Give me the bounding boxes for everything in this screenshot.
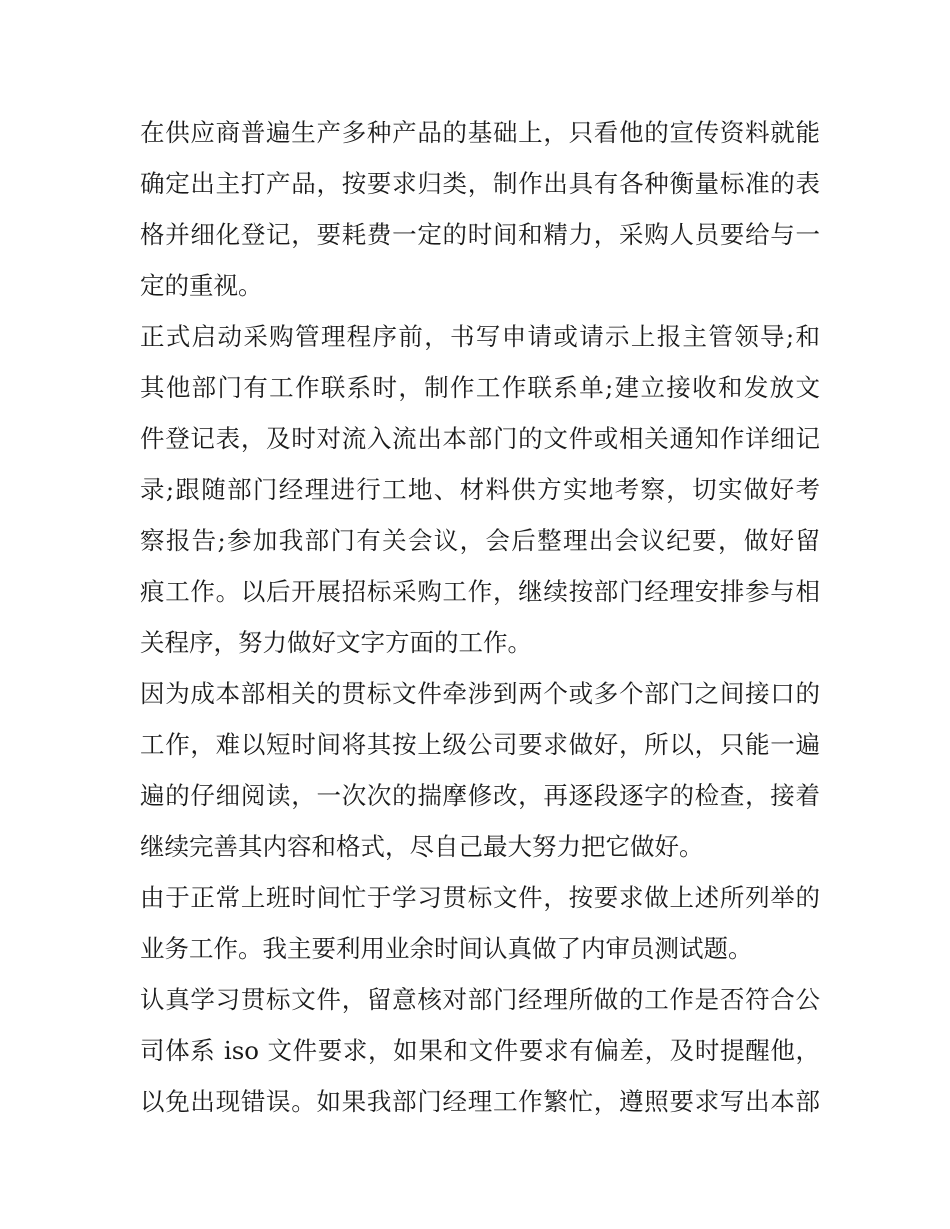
text-line: 痕工作。以后开展招标采购工作，继续按部门经理安排参与相: [140, 577, 820, 606]
paragraph-4: [140, 872, 820, 974]
text-line: 定的重视。: [140, 271, 263, 300]
text-line: 其他部门有工作联系时，制作工作联系单;建立接收和发放文: [140, 373, 820, 402]
text-line: 工作，难以短时间将其按上级公司要求做好，所以，只能一遍: [140, 730, 820, 759]
text-line: 因为成本部相关的贯标文件牵涉到两个或多个部门之间接口的: [140, 679, 820, 708]
text-line: 件登记表，及时对流入流出本部门的文件或相关通知作详细记: [140, 424, 820, 453]
paragraph-5: [140, 974, 820, 1127]
paragraph-2: [140, 311, 820, 668]
paragraph-3: [140, 668, 820, 872]
text-line: 以免出现错误。如果我部门经理工作繁忙，遵照要求写出本部: [140, 1087, 820, 1116]
text-line: 认真学习贯标文件，留意核对部门经理所做的工作是否符合公: [140, 985, 820, 1014]
paragraph-1: [140, 107, 820, 311]
text-line: 遍的仔细阅读，一次次的揣摩修改，再逐段逐字的检查，接着: [140, 781, 820, 810]
text-line: 关程序，努力做好文字方面的工作。: [140, 628, 532, 657]
text-line: 正式启动采购管理程序前，书写申请或请示上报主管领导;和: [140, 322, 820, 351]
text-line: 格并细化登记，要耗费一定的时间和精力，采购人员要给与一: [140, 220, 820, 249]
text-line: 继续完善其内容和格式，尽自己最大努力把它做好。: [140, 832, 704, 861]
text-line: 在供应商普遍生产多种产品的基础上，只看他的宣传资料就能: [140, 118, 820, 147]
text-line: 确定出主打产品，按要求归类，制作出具有各种衡量标准的表: [140, 169, 820, 198]
text-line: 业务工作。我主要利用业余时间认真做了内审员测试题。: [140, 934, 753, 963]
text-line: 察报告;参加我部门有关会议，会后整理出会议纪要，做好留: [140, 526, 820, 555]
document-body: [140, 107, 820, 1127]
text-line: 由于正常上班时间忙于学习贯标文件，按要求做上述所列举的: [140, 883, 820, 912]
text-line: 司体系 iso 文件要求，如果和文件要求有偏差，及时提醒他，: [140, 1036, 820, 1065]
text-line: 录;跟随部门经理进行工地、材料供方实地考察，切实做好考: [140, 475, 820, 504]
